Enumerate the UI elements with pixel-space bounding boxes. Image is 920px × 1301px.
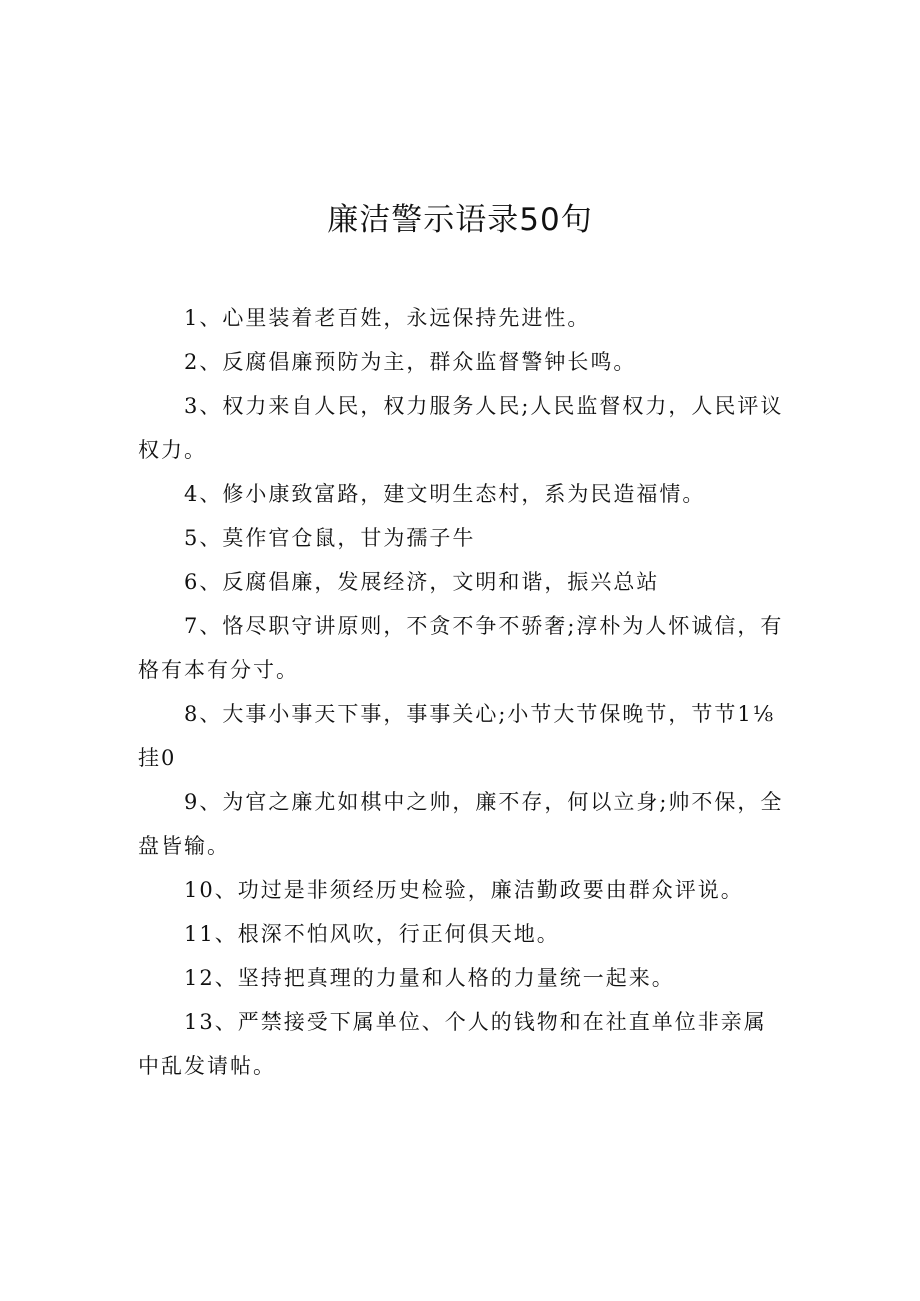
quote-item-13: 13、严禁接受下属单位、个人的钱物和在社直单位非亲属中乱发请帖。 [138, 1010, 767, 1078]
quote-item-12: 12、坚持把真理的力量和人格的力量统一起来。 [184, 966, 675, 990]
quote-item-7: 7、恪尽职守讲原则，不贪不争不骄奢;淳朴为人怀诚信，有格有本有分寸。 [138, 614, 784, 682]
quote-item-9: 9、为官之廉尤如棋中之帅，廉不存，何以立身;帅不保，全盘皆输。 [138, 790, 784, 858]
page-title: 廉洁警示语录50句 [327, 202, 593, 238]
quote-item-5: 5、莫作官仓鼠，甘为孺子牛 [184, 526, 476, 550]
quote-item-10: 10、功过是非须经历史检验，廉洁勤政要由群众评说。 [184, 878, 744, 902]
quote-item-6: 6、反腐倡廉，发展经济，文明和谐，振兴总站 [184, 570, 660, 594]
quote-item-1: 1、心里装着老百姓，永远保持先进性。 [184, 306, 591, 330]
quote-list [138, 296, 786, 1088]
quote-item-8: 8、大事小事天下事，事事关心;小节大节保晚节，节节1⅛挂0 [138, 702, 776, 770]
quote-item-11: 11、根深不怕风吹，行正何俱天地。 [184, 922, 560, 946]
quote-item-4: 4、修小康致富路，建文明生态村，系为民造福情。 [184, 482, 706, 506]
quote-item-2: 2、反腐倡廉预防为主，群众监督警钟长鸣。 [184, 350, 637, 374]
quote-item-3: 3、权力来自人民，权力服务人民;人民监督权力，人民评议权力。 [138, 394, 784, 462]
